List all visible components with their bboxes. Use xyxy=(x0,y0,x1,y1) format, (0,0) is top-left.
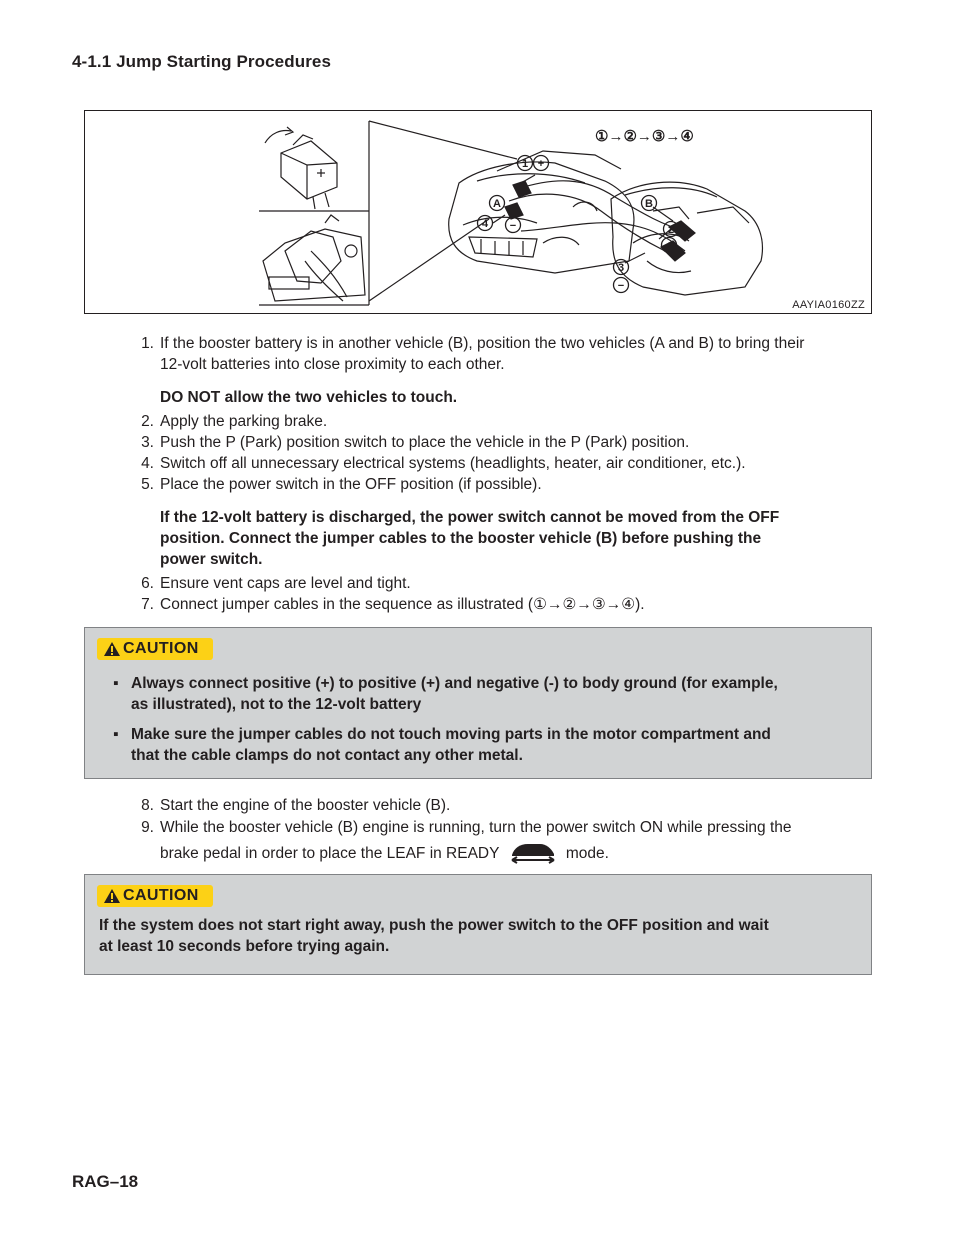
step-4 xyxy=(124,453,864,474)
caution-line: Make sure the jumper cables do not touch moving parts in the motor compartment and xyxy=(131,726,771,743)
caution-badge xyxy=(97,638,213,660)
step-warning-note xyxy=(124,507,864,570)
step-number: 5. xyxy=(141,476,154,493)
svg-text:3: 3 xyxy=(617,262,625,274)
jump-start-illustration xyxy=(84,110,872,314)
svg-text:−: − xyxy=(509,220,517,232)
step-number: 3. xyxy=(141,434,154,451)
sequence-label: ①→②→③→④ xyxy=(595,128,694,145)
step-5 xyxy=(124,474,864,495)
step-text: If the booster battery is in another vehicle (B), position the two vehicles (A and B) to bring their xyxy=(160,335,805,352)
step-3 xyxy=(124,432,864,453)
step-text: Switch off all unnecessary electrical systems (headlights, heater, air conditioner, etc.). xyxy=(160,455,746,472)
step-7 xyxy=(124,594,864,615)
page-number: RAG–18 xyxy=(72,1172,139,1191)
svg-text:+: + xyxy=(537,158,545,170)
step-number: 7. xyxy=(141,596,154,613)
caution-label: CAUTION xyxy=(123,887,199,904)
callout-4 xyxy=(478,216,521,233)
caution-list xyxy=(113,673,863,775)
section-heading: 4-1.1 Jump Starting Procedures xyxy=(72,52,332,71)
step-2 xyxy=(124,411,864,432)
step-note: DO NOT allow the two vehicles to touch. xyxy=(160,389,458,406)
step-text: mode. xyxy=(565,845,609,862)
callout-3 xyxy=(614,260,629,293)
step-text: Push the P (Park) position switch to place the vehicle in the P (Park) position. xyxy=(160,434,690,451)
svg-text:+: + xyxy=(665,240,673,252)
caution-line: that the cable clamps do not contact any other metal. xyxy=(131,747,523,764)
warning-triangle-icon xyxy=(103,641,121,657)
caution-text xyxy=(99,915,859,957)
step-number: 1. xyxy=(141,335,154,352)
note-line: position. Connect the jumper cables to the booster vehicle (B) before pushing the xyxy=(160,530,762,547)
svg-text:1: 1 xyxy=(521,158,529,170)
caution-box-2 xyxy=(84,874,872,975)
step-number: 8. xyxy=(141,797,154,814)
svg-text:−: − xyxy=(617,280,625,292)
step-text: Connect jumper cables in the sequence as illustrated (①→②→③→④). xyxy=(160,596,645,613)
note-line: power switch. xyxy=(160,551,263,568)
note-line: If the 12-volt battery is discharged, the power switch cannot be moved from the OFF xyxy=(160,509,780,526)
caution-line: as illustrated), not to the 12-volt battery xyxy=(131,696,422,713)
svg-text:4: 4 xyxy=(481,218,489,230)
step-1 xyxy=(124,333,864,375)
caution-line: If the system does not start right away, push the power switch to the OFF position and wait xyxy=(99,917,769,934)
callout-a xyxy=(490,196,505,211)
step-text: Apply the parking brake. xyxy=(160,413,328,430)
step-text: Start the engine of the booster vehicle (B). xyxy=(160,797,451,814)
step-text: While the booster vehicle (B) engine is running, turn the power switch ON while pressing the xyxy=(160,819,792,836)
svg-text:B: B xyxy=(645,198,653,210)
step-6 xyxy=(124,573,864,594)
bullet: ▪ xyxy=(113,726,119,743)
step-8 xyxy=(124,795,864,816)
step-number: 6. xyxy=(141,575,154,592)
steps-list-a xyxy=(124,333,864,615)
svg-text:A: A xyxy=(493,198,501,210)
ready-car-icon xyxy=(508,840,558,864)
step-number: 9. xyxy=(141,819,154,836)
step-9 xyxy=(124,816,864,866)
jump-start-diagram xyxy=(85,111,873,315)
caution-badge xyxy=(97,885,213,907)
step-number: 2. xyxy=(141,413,154,430)
warning-triangle-icon xyxy=(103,888,121,904)
callout-b xyxy=(642,196,657,211)
caution-line: Always connect positive (+) to positive (+) and negative (-) to body ground (for example, xyxy=(131,675,778,692)
step-text: Ensure vent caps are level and tight. xyxy=(160,575,411,592)
steps-list-b xyxy=(124,795,864,866)
caution-item xyxy=(113,673,863,715)
caution-line: at least 10 seconds before trying again. xyxy=(99,938,390,955)
step-text: brake pedal in order to place the LEAF in READY xyxy=(160,845,500,862)
svg-text:2: 2 xyxy=(667,224,675,236)
step-number: 4. xyxy=(141,455,154,472)
caution-label: CAUTION xyxy=(123,640,199,657)
figure-code: AAYIA0160ZZ xyxy=(792,299,865,311)
caution-box-1 xyxy=(84,627,872,779)
step-text: 12-volt batteries into close proximity to each other. xyxy=(160,356,505,373)
caution-item xyxy=(113,724,863,766)
step-text: Place the power switch in the OFF position (if possible). xyxy=(160,476,542,493)
bullet: ▪ xyxy=(113,675,119,692)
callout-1 xyxy=(518,156,549,171)
